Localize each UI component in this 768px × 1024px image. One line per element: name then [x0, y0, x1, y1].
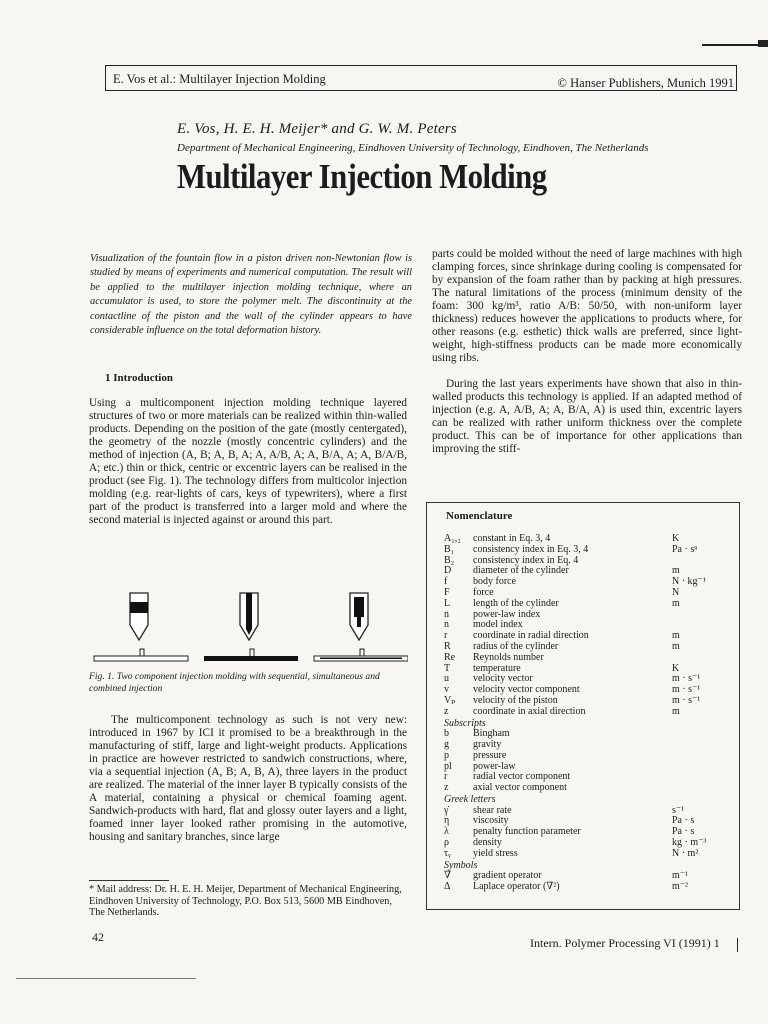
figure-1-injection-diagram [92, 585, 408, 665]
nomenclature-symbol: ∇ [444, 870, 451, 882]
nomenclature-description: coordinate in radial direction [473, 630, 589, 642]
intro-paragraph-2: The multicomponent technology as such is not very new: introduced in 1967 by ICI it promised to be a breakthrough in the manufacturing of stiff, large and light-weight products. Applications in practice are however restricted to sandwich constructions, where, via a sequential injection (A, B; A, B, A), three layers in the product are realized. The material of the inner layer B typically consists of the A material, containing a physical or chemical foaming agent. Sandwich-products with hard, flat and glossy outer layers and a light, foamed inner layer looked rather promising in the automotive, housing and sanitary branches, since large [89, 714, 407, 843]
section-heading: 1 Introduction [105, 372, 173, 384]
nomenclature-symbol: Vₚ [444, 694, 456, 706]
nomenclature-unit: s⁻¹ [672, 804, 685, 816]
nomenclature-unit: m · s⁻¹ [672, 694, 701, 706]
nomenclature-symbol: u [444, 673, 449, 685]
nomenclature-description: velocity vector component [473, 684, 580, 696]
sequential-injection-nozzle [130, 593, 148, 640]
nomenclature-heading: Nomenclature [446, 510, 513, 522]
nomenclature-symbol: D [444, 565, 452, 577]
nomenclature-unit: m⁻² [672, 880, 689, 892]
combined-injection-nozzle [350, 593, 368, 640]
nomenclature-description: force [473, 586, 494, 598]
nomenclature-description: density [473, 836, 502, 848]
authors: E. Vos, H. E. H. Meijer* and G. W. M. Peters [177, 121, 457, 137]
nomenclature-unit: Pa · s [672, 815, 695, 827]
journal-footer: Intern. Polymer Processing VI (1991) 1 [530, 936, 720, 950]
nomenclature-row [444, 707, 730, 718]
nomenclature-row [444, 545, 730, 556]
running-header-title: E. Vos et al.: Multilayer Injection Molding [113, 72, 326, 86]
top-rule [702, 44, 768, 46]
footnote-rule [89, 880, 169, 881]
nomenclature-description: Reynolds number [473, 651, 544, 663]
nomenclature-row [444, 599, 730, 610]
nomenclature-symbol: B₂ [444, 554, 455, 566]
nomenclature-symbol: r [444, 630, 448, 642]
nomenclature-subheading: Greek letters [444, 793, 496, 805]
nomenclature-symbol: z [444, 782, 449, 794]
nomenclature-description: shear rate [473, 804, 512, 816]
right-paragraph-1: parts could be molded without the need of large machines with high clamping forces, since shrinkage during cooling is compensated for by expansion of the foam rather than by packing at high pressures. The natural limitations of the process (minimum density of the foam: 300 kg/m³, ratio A/B: 50/50, with non-uniform layer thickness) reduces however the applications to products where, for other reasons (e.g. esthetic) thick walls are preferred, since light-weight, high-stiffness products can be made more economically using ribs. [432, 248, 742, 364]
nomenclature-unit: K [672, 662, 680, 674]
nomenclature-unit: Pa · sⁿ [672, 543, 698, 555]
right-paragraph-2: During the last years experiments have shown that also in thin-walled products this technology is applied. If an adapted method of injection (e.g. A, A/B, A; A, B/A, A) is used thin, excentric layers can be realized with rather uniform thickness over the complete product. This can be of importance for other applications than improving the stiff- [432, 378, 742, 455]
nomenclature-unit: m · s⁻¹ [672, 684, 701, 696]
figure-caption: Fig. 1. Two component injection molding with sequential, simultaneous and combined injection [89, 671, 380, 694]
nomenclature-symbol: B₁ [444, 543, 455, 555]
nomenclature-symbol: F [444, 586, 450, 598]
mold-cavities [94, 649, 408, 661]
nomenclature-unit: Pa · s [672, 826, 695, 838]
nomenclature-symbol: Δ [444, 880, 451, 892]
nomenclature-symbol: g [444, 738, 449, 750]
nomenclature-description: yield stress [473, 847, 518, 859]
nomenclature-row [444, 751, 730, 762]
nomenclature-unit: kg · m⁻³ [672, 836, 707, 848]
nomenclature-symbol: η [444, 815, 450, 827]
nomenclature-symbol: λ [444, 826, 449, 838]
nomenclature-symbol: pl [444, 760, 452, 772]
nomenclature-symbol: p [444, 749, 449, 761]
nomenclature-row [444, 882, 730, 893]
nomenclature-symbol: ρ [444, 836, 449, 848]
nomenclature-symbol: L [444, 597, 451, 609]
nomenclature-symbol: A₁,₂ [444, 533, 461, 544]
nomenclature-description: model index [473, 619, 523, 631]
nomenclature-description: radial vector component [473, 771, 571, 783]
nomenclature-unit: m [672, 705, 680, 717]
nomenclature-unit: K [672, 533, 680, 544]
nomenclature-description: power-law [473, 760, 516, 772]
nomenclature-symbol: R [444, 640, 451, 652]
nomenclature-description: gradient operator [473, 870, 542, 882]
nomenclature-unit: m · s⁻¹ [672, 673, 701, 685]
page-number: 42 [92, 930, 104, 944]
nomenclature-description: gravity [473, 738, 502, 750]
nomenclature-description: velocity of the piston [473, 694, 558, 706]
bottom-scan-line [16, 978, 196, 979]
nomenclature-symbol: f [444, 576, 448, 588]
nomenclature-symbol: v [444, 684, 449, 696]
nomenclature-list [444, 534, 730, 893]
nomenclature-unit: m [672, 597, 680, 609]
nomenclature-unit: m⁻¹ [672, 870, 689, 882]
simultaneous-injection-nozzle [240, 593, 258, 640]
nomenclature-unit: m [672, 565, 680, 577]
nomenclature-symbol: Re [444, 651, 456, 663]
footnote: * Mail address: Dr. H. E. H. Meijer, Department of Mechanical Engineering, Eindhoven University of Technology, P.O. Box 513, 5600 MB Eindhoven, The Netherlands. [89, 884, 402, 919]
nomenclature-subheading: Subscripts [444, 717, 486, 729]
nomenclature-description: penalty function parameter [473, 826, 581, 838]
nomenclature-description: power-law index [473, 608, 541, 620]
nomenclature-description: body force [473, 576, 517, 588]
nomenclature-description: radius of the cylinder [473, 640, 559, 652]
paper-title: Multilayer Injection Molding [177, 157, 547, 196]
intro-paragraph-1: Using a multicomponent injection molding technique layered structures of two or more materials can be realized within thin-walled products. Depending on the position of the gate (mostly centergated), the geometry of the nozzle (mostly concentric cylinders) and the method of injection (A, B; A, B, A; A, A/B, A; A, B/A, A; A, B/A/B, A; etc.) thin or thick, centric or excentric layers can be realised in the product (see Fig. 1). The technology differs from multicolor injection molding (e.g. rear-lights of cars, keys of typewriters), where a first part of the product is transferred into a larger mold and where the second material is injected against or around this part. [89, 397, 407, 526]
affiliation: Department of Mechanical Engineering, Eindhoven University of Technology, Eindhoven, The Netherlands [177, 142, 649, 154]
nomenclature-description: length of the cylinder [473, 597, 559, 609]
nomenclature-row [444, 653, 730, 664]
nomenclature-row [444, 783, 730, 794]
nomenclature-description: Bingham [473, 728, 510, 740]
nomenclature-symbol: τᵧ [444, 847, 451, 859]
footer-bar [737, 938, 738, 952]
running-header-publisher: © Hanser Publishers, Munich 1991 [557, 76, 734, 90]
nomenclature-description: axial vector component [473, 782, 567, 794]
nomenclature-description: pressure [473, 749, 507, 761]
nomenclature-symbol: T [444, 662, 451, 674]
nomenclature-symbol: γ̇ [444, 804, 449, 816]
nomenclature-description: constant in Eq. 3, 4 [473, 533, 551, 544]
nomenclature-symbol: n [444, 608, 449, 620]
nomenclature-unit: m [672, 630, 680, 642]
nomenclature-description: coordinate in axial direction [473, 705, 586, 717]
nomenclature-description: temperature [473, 662, 521, 674]
nomenclature-unit: m [672, 640, 680, 652]
abstract: Visualization of the fountain flow in a piston driven non-Newtonian flow is studied by means of experiments and numerical computation. The result will be applied to the multilayer injection molding technique, where an accumulator is used, to store the polymer melt. The discontinuity at the contactline of the piston and the wall of the cylinder appears to have considerable influence on the total deformation history. [90, 253, 412, 337]
nomenclature-description: consistency index in Eq. 4 [473, 554, 579, 566]
nomenclature-symbol: n [444, 619, 449, 631]
nomenclature-symbol: r [444, 771, 448, 783]
nomenclature-row [444, 849, 730, 860]
nomenclature-description: Laplace operator (∇²) [473, 880, 560, 892]
nomenclature-unit: N · kg⁻¹ [672, 576, 706, 588]
nomenclature-description: velocity vector [473, 673, 533, 685]
nomenclature-symbol: b [444, 728, 449, 740]
nomenclature-description: consistency index in Eq. 3, 4 [473, 543, 589, 555]
nomenclature-description: diameter of the cylinder [473, 565, 569, 577]
nomenclature-symbol: z [444, 705, 449, 717]
nomenclature-subheading: Symbols [444, 859, 478, 871]
nomenclature-description: viscosity [473, 815, 509, 827]
nomenclature-unit: N [672, 586, 680, 598]
nomenclature-unit: N · m² [672, 847, 699, 859]
